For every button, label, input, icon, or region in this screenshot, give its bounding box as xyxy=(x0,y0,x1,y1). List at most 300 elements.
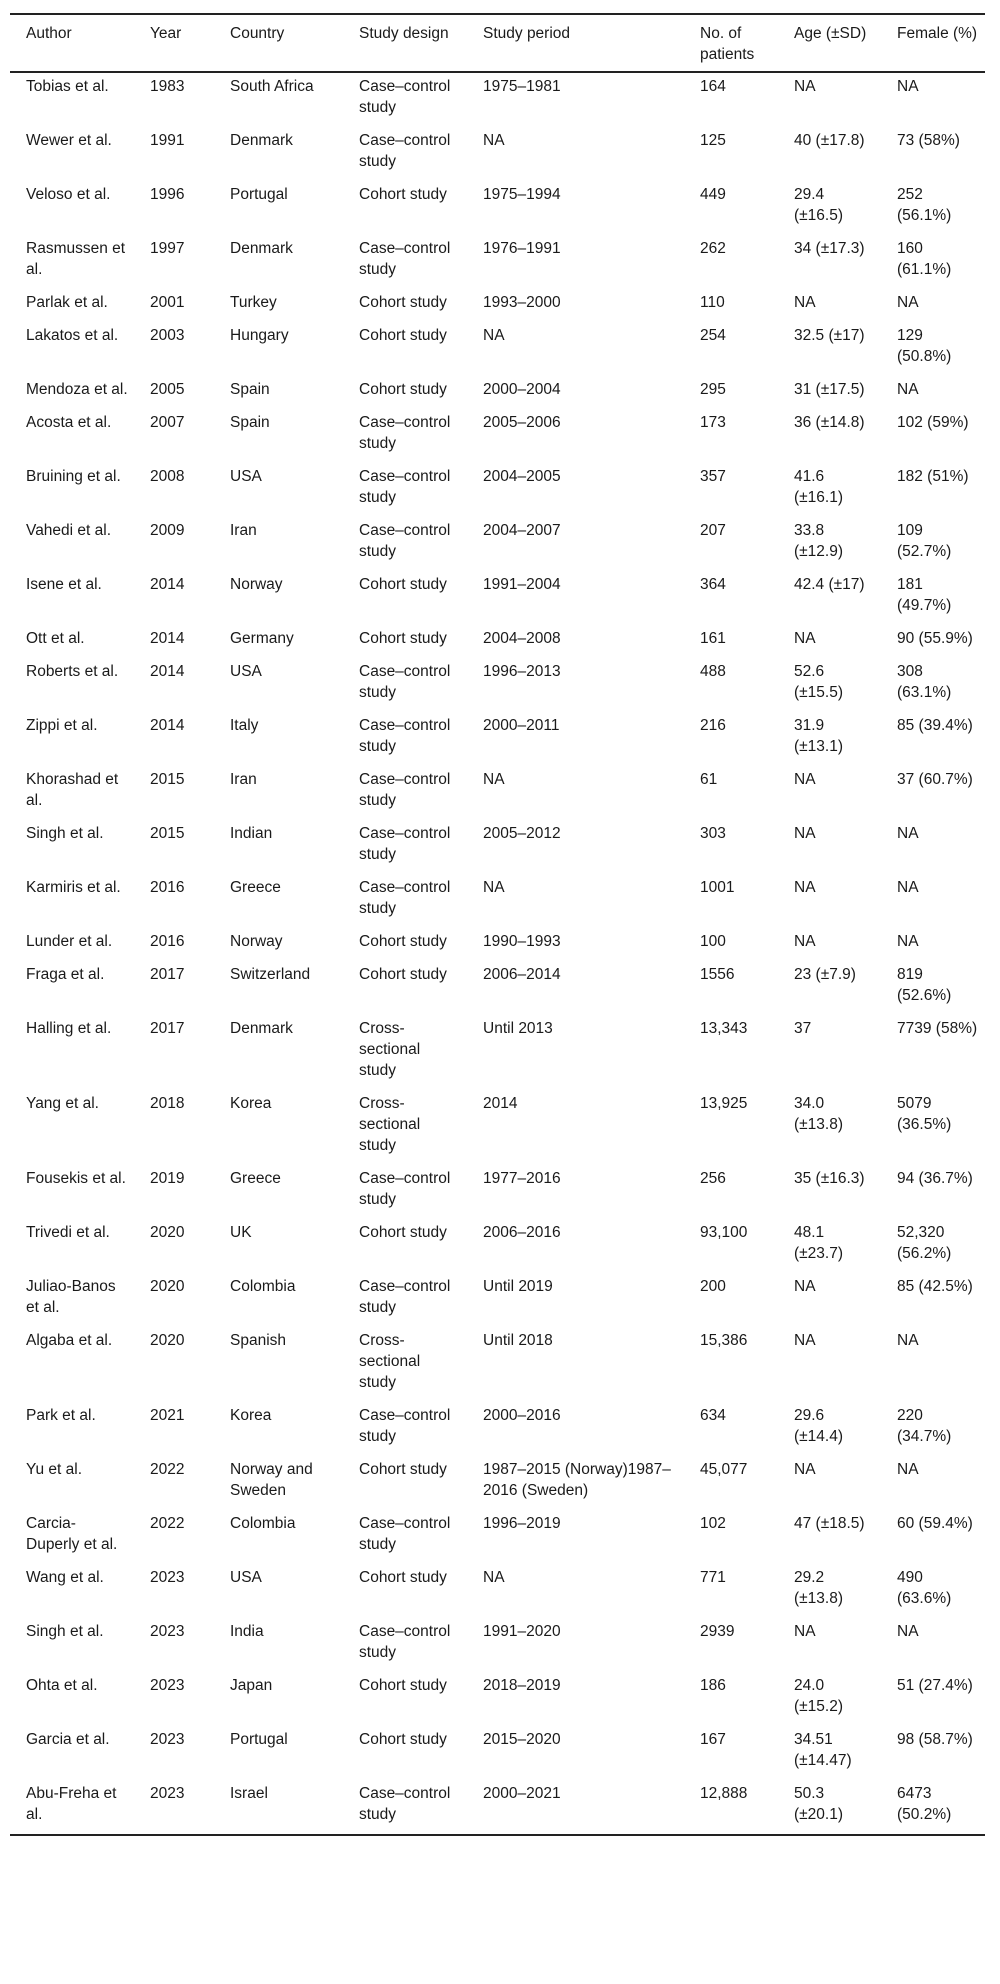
cell-no-of-patients: 45,077 xyxy=(700,1461,748,1478)
cell-no-of-patients: 357 xyxy=(700,468,726,485)
cell-study-period: 2005–2012 xyxy=(483,825,561,842)
table-row xyxy=(10,1618,985,1672)
cell-no-of-patients: 2939 xyxy=(700,1623,735,1640)
cell-no-of-patients: 254 xyxy=(700,327,726,344)
table-row xyxy=(10,820,985,874)
study-characteristics-table xyxy=(10,13,985,1836)
cell-year: 2017 xyxy=(150,1020,185,1037)
cell-year: 2003 xyxy=(150,327,185,344)
cell-study-period: 1996–2019 xyxy=(483,1515,561,1532)
cell-study-design: Cohort study xyxy=(359,1677,447,1694)
cell-year: 1983 xyxy=(150,78,185,95)
cell-female-percent: 94 (36.7%) xyxy=(897,1170,973,1187)
cell-study-design: Case–control study xyxy=(359,414,451,452)
cell-no-of-patients: 634 xyxy=(700,1407,726,1424)
cell-author: Park et al. xyxy=(26,1407,96,1424)
cell-year: 2020 xyxy=(150,1278,185,1295)
cell-author: Isene et al. xyxy=(26,576,102,593)
cell-female-percent: 85 (39.4%) xyxy=(897,717,973,734)
cell-age-sd: 47 (±18.5) xyxy=(794,1515,865,1532)
cell-author: Garcia et al. xyxy=(26,1731,110,1748)
cell-year: 2022 xyxy=(150,1515,185,1532)
cell-study-design: Case–control study xyxy=(359,132,451,170)
table-row xyxy=(10,1726,985,1780)
cell-female-percent: NA xyxy=(897,1461,919,1478)
cell-age-sd: 24.0 (±15.2) xyxy=(794,1677,843,1715)
column-header-study-design: Study design xyxy=(359,25,449,42)
cell-year: 2019 xyxy=(150,1170,185,1187)
cell-study-period: Until 2018 xyxy=(483,1332,553,1349)
cell-age-sd: 41.6 (±16.1) xyxy=(794,468,843,506)
cell-age-sd: NA xyxy=(794,1461,816,1478)
cell-year: 1996 xyxy=(150,186,185,203)
cell-female-percent: 98 (58.7%) xyxy=(897,1731,973,1748)
cell-no-of-patients: 12,888 xyxy=(700,1785,748,1802)
cell-year: 2014 xyxy=(150,630,185,647)
header-row xyxy=(10,14,985,72)
cell-female-percent: 181 (49.7%) xyxy=(897,576,952,614)
cell-age-sd: 52.6 (±15.5) xyxy=(794,663,843,701)
cell-study-design: Cross-sectional study xyxy=(359,1020,421,1079)
cell-country: USA xyxy=(230,663,262,680)
column-header-author: Author xyxy=(26,25,72,42)
cell-no-of-patients: 262 xyxy=(700,240,726,257)
cell-study-design: Case–control study xyxy=(359,78,451,116)
table-row xyxy=(10,517,985,571)
cell-age-sd: 35 (±16.3) xyxy=(794,1170,865,1187)
cell-no-of-patients: 125 xyxy=(700,132,726,149)
cell-female-percent: 5079 (36.5%) xyxy=(897,1095,952,1133)
cell-year: 2023 xyxy=(150,1731,185,1748)
cell-no-of-patients: 93,100 xyxy=(700,1224,748,1241)
cell-no-of-patients: 167 xyxy=(700,1731,726,1748)
cell-study-period: 1991–2020 xyxy=(483,1623,561,1640)
cell-country: Switzerland xyxy=(230,966,311,983)
cell-no-of-patients: 207 xyxy=(700,522,726,539)
cell-no-of-patients: 186 xyxy=(700,1677,726,1694)
cell-study-design: Cohort study xyxy=(359,1224,447,1241)
table-row xyxy=(10,235,985,289)
cell-age-sd: NA xyxy=(794,78,816,95)
cell-no-of-patients: 256 xyxy=(700,1170,726,1187)
cell-country: Colombia xyxy=(230,1515,296,1532)
cell-age-sd: 23 (±7.9) xyxy=(794,966,856,983)
cell-year: 2023 xyxy=(150,1569,185,1586)
table-row xyxy=(10,571,985,625)
cell-study-period: 1977–2016 xyxy=(483,1170,561,1187)
cell-country: Portugal xyxy=(230,186,288,203)
table-body xyxy=(10,72,985,1835)
cell-study-period: 1975–1994 xyxy=(483,186,561,203)
cell-age-sd: 48.1 (±23.7) xyxy=(794,1224,843,1262)
cell-study-period: 2000–2021 xyxy=(483,1785,561,1802)
cell-year: 2016 xyxy=(150,933,185,950)
cell-author: Vahedi et al. xyxy=(26,522,112,539)
cell-year: 2021 xyxy=(150,1407,185,1424)
cell-study-period: Until 2013 xyxy=(483,1020,553,1037)
cell-study-design: Cohort study xyxy=(359,630,447,647)
cell-age-sd: 32.5 (±17) xyxy=(794,327,865,344)
cell-female-percent: 109 (52.7%) xyxy=(897,522,952,560)
cell-country: Korea xyxy=(230,1407,272,1424)
cell-author: Rasmussen et al. xyxy=(26,240,126,278)
cell-study-design: Case–control study xyxy=(359,1515,451,1553)
table-row xyxy=(10,1456,985,1510)
cell-country: Iran xyxy=(230,522,257,539)
column-header-age-sd: Age (±SD) xyxy=(794,25,867,42)
cell-study-design: Case–control study xyxy=(359,1170,451,1208)
cell-study-design: Case–control study xyxy=(359,240,451,278)
cell-country: Korea xyxy=(230,1095,272,1112)
cell-year: 2018 xyxy=(150,1095,185,1112)
cell-age-sd: NA xyxy=(794,933,816,950)
cell-female-percent: NA xyxy=(897,294,919,311)
table-row xyxy=(10,658,985,712)
cell-year: 2015 xyxy=(150,825,185,842)
cell-age-sd: 42.4 (±17) xyxy=(794,576,865,593)
cell-author: Singh et al. xyxy=(26,1623,104,1640)
cell-age-sd: NA xyxy=(794,630,816,647)
cell-study-period: 1990–1993 xyxy=(483,933,561,950)
cell-study-period: 1993–2000 xyxy=(483,294,561,311)
cell-female-percent: NA xyxy=(897,825,919,842)
cell-country: Norway and Sweden xyxy=(230,1461,313,1499)
cell-study-design: Cohort study xyxy=(359,1569,447,1586)
cell-female-percent: 490 (63.6%) xyxy=(897,1569,952,1607)
cell-female-percent: NA xyxy=(897,1332,919,1349)
cell-no-of-patients: 13,925 xyxy=(700,1095,748,1112)
cell-female-percent: 160 (61.1%) xyxy=(897,240,952,278)
cell-author: Halling et al. xyxy=(26,1020,112,1037)
cell-author: Algaba et al. xyxy=(26,1332,113,1349)
cell-study-design: Cohort study xyxy=(359,1461,447,1478)
cell-author: Carcia-Duperly et al. xyxy=(26,1515,118,1553)
cell-no-of-patients: 488 xyxy=(700,663,726,680)
cell-study-period: NA xyxy=(483,132,505,149)
cell-year: 1997 xyxy=(150,240,185,257)
cell-country: Spain xyxy=(230,414,270,431)
cell-study-period: 2005–2006 xyxy=(483,414,561,431)
cell-country: Denmark xyxy=(230,240,293,257)
cell-study-design: Cohort study xyxy=(359,966,447,983)
cell-study-design: Cohort study xyxy=(359,576,447,593)
cell-age-sd: NA xyxy=(794,825,816,842)
cell-year: 2020 xyxy=(150,1224,185,1241)
cell-author: Singh et al. xyxy=(26,825,104,842)
cell-age-sd: 34 (±17.3) xyxy=(794,240,865,257)
cell-author: Zippi et al. xyxy=(26,717,98,734)
table-row xyxy=(10,1165,985,1219)
table-row xyxy=(10,289,985,322)
cell-study-period: NA xyxy=(483,879,505,896)
cell-year: 1991 xyxy=(150,132,185,149)
cell-author: Wewer et al. xyxy=(26,132,112,149)
table-row xyxy=(10,712,985,766)
cell-study-period: 1991–2004 xyxy=(483,576,561,593)
cell-female-percent: 90 (55.9%) xyxy=(897,630,973,647)
cell-year: 2016 xyxy=(150,879,185,896)
cell-author: Mendoza et al. xyxy=(26,381,128,398)
cell-study-period: 2004–2007 xyxy=(483,522,561,539)
table-row xyxy=(10,409,985,463)
cell-study-period: 1996–2013 xyxy=(483,663,561,680)
cell-country: Greece xyxy=(230,879,281,896)
cell-author: Yu et al. xyxy=(26,1461,83,1478)
cell-age-sd: NA xyxy=(794,1278,816,1295)
cell-female-percent: 37 (60.7%) xyxy=(897,771,973,788)
cell-country: Italy xyxy=(230,717,259,734)
cell-study-design: Cross-sectional study xyxy=(359,1095,421,1154)
cell-no-of-patients: 100 xyxy=(700,933,726,950)
table-row xyxy=(10,1564,985,1618)
table-row xyxy=(10,625,985,658)
cell-study-period: 2004–2008 xyxy=(483,630,561,647)
cell-female-percent: 252 (56.1%) xyxy=(897,186,952,224)
cell-study-period: 2000–2011 xyxy=(483,717,560,734)
cell-female-percent: 102 (59%) xyxy=(897,414,969,431)
cell-country: Indian xyxy=(230,825,273,842)
cell-author: Roberts et al. xyxy=(26,663,119,680)
cell-age-sd: 33.8 (±12.9) xyxy=(794,522,843,560)
cell-study-design: Case–control study xyxy=(359,1785,451,1823)
cell-no-of-patients: 364 xyxy=(700,576,726,593)
table-row xyxy=(10,1327,985,1402)
cell-no-of-patients: 161 xyxy=(700,630,726,647)
cell-study-design: Case–control study xyxy=(359,1278,451,1316)
cell-year: 2005 xyxy=(150,381,185,398)
cell-country: Israel xyxy=(230,1785,268,1802)
cell-year: 2022 xyxy=(150,1461,185,1478)
cell-author: Lunder et al. xyxy=(26,933,113,950)
cell-study-period: 2004–2005 xyxy=(483,468,561,485)
cell-country: India xyxy=(230,1623,264,1640)
cell-female-percent: 819 (52.6%) xyxy=(897,966,952,1004)
cell-female-percent: NA xyxy=(897,381,919,398)
cell-year: 2007 xyxy=(150,414,185,431)
cell-age-sd: 29.6 (±14.4) xyxy=(794,1407,843,1445)
cell-female-percent: 85 (42.5%) xyxy=(897,1278,973,1295)
cell-female-percent: NA xyxy=(897,933,919,950)
cell-age-sd: 31.9 (±13.1) xyxy=(794,717,843,755)
cell-study-design: Cohort study xyxy=(359,186,447,203)
cell-age-sd: 29.2 (±13.8) xyxy=(794,1569,843,1607)
cell-female-percent: 51 (27.4%) xyxy=(897,1677,973,1694)
cell-no-of-patients: 1556 xyxy=(700,966,735,983)
cell-age-sd: 37 xyxy=(794,1020,812,1037)
cell-female-percent: 7739 (58%) xyxy=(897,1020,978,1037)
cell-author: Trivedi et al. xyxy=(26,1224,110,1241)
cell-year: 2015 xyxy=(150,771,185,788)
cell-author: Wang et al. xyxy=(26,1569,104,1586)
cell-year: 2009 xyxy=(150,522,185,539)
cell-study-period: NA xyxy=(483,327,505,344)
cell-no-of-patients: 102 xyxy=(700,1515,726,1532)
table-row xyxy=(10,928,985,961)
table-row xyxy=(10,376,985,409)
cell-no-of-patients: 771 xyxy=(700,1569,726,1586)
cell-study-period: NA xyxy=(483,1569,505,1586)
cell-female-percent: 220 (34.7%) xyxy=(897,1407,952,1445)
cell-country: Colombia xyxy=(230,1278,296,1295)
cell-female-percent: 73 (58%) xyxy=(897,132,960,149)
cell-age-sd: 34.51 (±14.47) xyxy=(794,1731,852,1769)
table-row xyxy=(10,1273,985,1327)
cell-no-of-patients: 216 xyxy=(700,717,726,734)
cell-study-period: 2018–2019 xyxy=(483,1677,561,1694)
cell-author: Yang et al. xyxy=(26,1095,99,1112)
cell-study-period: NA xyxy=(483,771,505,788)
cell-author: Bruining et al. xyxy=(26,468,121,485)
cell-study-period: 2000–2016 xyxy=(483,1407,561,1424)
cell-age-sd: NA xyxy=(794,771,816,788)
table-row xyxy=(10,1780,985,1835)
cell-country: Portugal xyxy=(230,1731,288,1748)
cell-country: USA xyxy=(230,1569,262,1586)
cell-study-design: Case–control study xyxy=(359,879,451,917)
cell-author: Tobias et al. xyxy=(26,78,109,95)
cell-year: 2020 xyxy=(150,1332,185,1349)
cell-no-of-patients: 1001 xyxy=(700,879,735,896)
cell-no-of-patients: 295 xyxy=(700,381,726,398)
cell-study-design: Case–control study xyxy=(359,825,451,863)
cell-no-of-patients: 173 xyxy=(700,414,726,431)
cell-author: Fraga et al. xyxy=(26,966,105,983)
cell-author: Ohta et al. xyxy=(26,1677,98,1694)
cell-no-of-patients: 61 xyxy=(700,771,718,788)
cell-study-design: Cohort study xyxy=(359,933,447,950)
cell-author: Karmiris et al. xyxy=(26,879,121,896)
cell-no-of-patients: 449 xyxy=(700,186,726,203)
cell-author: Lakatos et al. xyxy=(26,327,119,344)
cell-age-sd: 40 (±17.8) xyxy=(794,132,865,149)
column-header-no-of-patients: No. of patients xyxy=(700,25,755,63)
cell-female-percent: 6473 (50.2%) xyxy=(897,1785,952,1823)
cell-year: 2023 xyxy=(150,1677,185,1694)
cell-year: 2023 xyxy=(150,1785,185,1802)
cell-female-percent: 182 (51%) xyxy=(897,468,969,485)
cell-year: 2001 xyxy=(150,294,185,311)
table-row xyxy=(10,1090,985,1165)
cell-no-of-patients: 164 xyxy=(700,78,726,95)
column-header-year: Year xyxy=(150,25,182,42)
cell-no-of-patients: 200 xyxy=(700,1278,726,1295)
cell-age-sd: 36 (±14.8) xyxy=(794,414,865,431)
cell-author: Parlak et al. xyxy=(26,294,108,311)
cell-age-sd: NA xyxy=(794,879,816,896)
cell-study-period: 1987–2015 (Norway)1987–2016 (Sweden) xyxy=(483,1461,671,1499)
table-row xyxy=(10,874,985,928)
table-row xyxy=(10,1219,985,1273)
cell-female-percent: 129 (50.8%) xyxy=(897,327,952,365)
cell-country: USA xyxy=(230,468,262,485)
cell-country: Denmark xyxy=(230,132,293,149)
cell-study-design: Cohort study xyxy=(359,327,447,344)
column-header-study-period: Study period xyxy=(483,25,571,42)
cell-female-percent: NA xyxy=(897,1623,919,1640)
cell-study-design: Cohort study xyxy=(359,294,447,311)
cell-year: 2008 xyxy=(150,468,185,485)
cell-study-period: 2000–2004 xyxy=(483,381,561,398)
cell-country: Turkey xyxy=(230,294,277,311)
cell-country: Iran xyxy=(230,771,257,788)
cell-age-sd: NA xyxy=(794,1332,816,1349)
cell-country: Germany xyxy=(230,630,294,647)
cell-study-design: Cohort study xyxy=(359,1731,447,1748)
cell-author: Veloso et al. xyxy=(26,186,111,203)
table-row xyxy=(10,322,985,376)
cell-country: UK xyxy=(230,1224,252,1241)
cell-study-period: 1976–1991 xyxy=(483,240,561,257)
table-row xyxy=(10,766,985,820)
cell-study-design: Case–control study xyxy=(359,663,451,701)
table-row xyxy=(10,127,985,181)
column-header-country: Country xyxy=(230,25,285,42)
cell-age-sd: 29.4 (±16.5) xyxy=(794,186,843,224)
cell-age-sd: 34.0 (±13.8) xyxy=(794,1095,843,1133)
cell-year: 2014 xyxy=(150,717,185,734)
cell-year: 2023 xyxy=(150,1623,185,1640)
cell-study-design: Case–control study xyxy=(359,522,451,560)
cell-author: Khorashad et al. xyxy=(26,771,119,809)
cell-country: Japan xyxy=(230,1677,273,1694)
cell-study-design: Case–control study xyxy=(359,1623,451,1661)
cell-study-period: 2015–2020 xyxy=(483,1731,561,1748)
table-row xyxy=(10,1510,985,1564)
cell-age-sd: NA xyxy=(794,1623,816,1640)
table-row xyxy=(10,181,985,235)
cell-age-sd: 31 (±17.5) xyxy=(794,381,865,398)
cell-study-design: Case–control study xyxy=(359,771,451,809)
table-row xyxy=(10,72,985,127)
cell-age-sd: 50.3 (±20.1) xyxy=(794,1785,843,1823)
column-header-female-percent: Female (%) xyxy=(897,25,978,42)
cell-author: Juliao-Banos et al. xyxy=(26,1278,116,1316)
cell-year: 2017 xyxy=(150,966,185,983)
cell-study-period: 2014 xyxy=(483,1095,518,1112)
cell-female-percent: NA xyxy=(897,78,919,95)
cell-no-of-patients: 13,343 xyxy=(700,1020,748,1037)
cell-study-design: Case–control study xyxy=(359,1407,451,1445)
cell-study-period: Until 2019 xyxy=(483,1278,553,1295)
table-row xyxy=(10,1015,985,1090)
cell-author: Acosta et al. xyxy=(26,414,112,431)
cell-female-percent: 52,320 (56.2%) xyxy=(897,1224,952,1262)
cell-study-period: 2006–2014 xyxy=(483,966,561,983)
table-header xyxy=(10,14,985,72)
cell-no-of-patients: 303 xyxy=(700,825,726,842)
cell-age-sd: NA xyxy=(794,294,816,311)
table-row xyxy=(10,1402,985,1456)
cell-author: Ott et al. xyxy=(26,630,85,647)
cell-country: Norway xyxy=(230,576,283,593)
cell-country: South Africa xyxy=(230,78,314,95)
cell-study-design: Case–control study xyxy=(359,468,451,506)
cell-female-percent: 308 (63.1%) xyxy=(897,663,952,701)
cell-year: 2014 xyxy=(150,576,185,593)
cell-country: Spain xyxy=(230,381,270,398)
cell-country: Denmark xyxy=(230,1020,293,1037)
cell-study-period: 1975–1981 xyxy=(483,78,561,95)
cell-female-percent: 60 (59.4%) xyxy=(897,1515,973,1532)
cell-author: Abu-Freha et al. xyxy=(26,1785,117,1823)
study-table-container xyxy=(10,13,985,1836)
cell-country: Spanish xyxy=(230,1332,287,1349)
cell-study-design: Cross-sectional study xyxy=(359,1332,421,1391)
cell-study-period: 2006–2016 xyxy=(483,1224,561,1241)
cell-female-percent: NA xyxy=(897,879,919,896)
cell-country: Greece xyxy=(230,1170,281,1187)
cell-country: Hungary xyxy=(230,327,289,344)
